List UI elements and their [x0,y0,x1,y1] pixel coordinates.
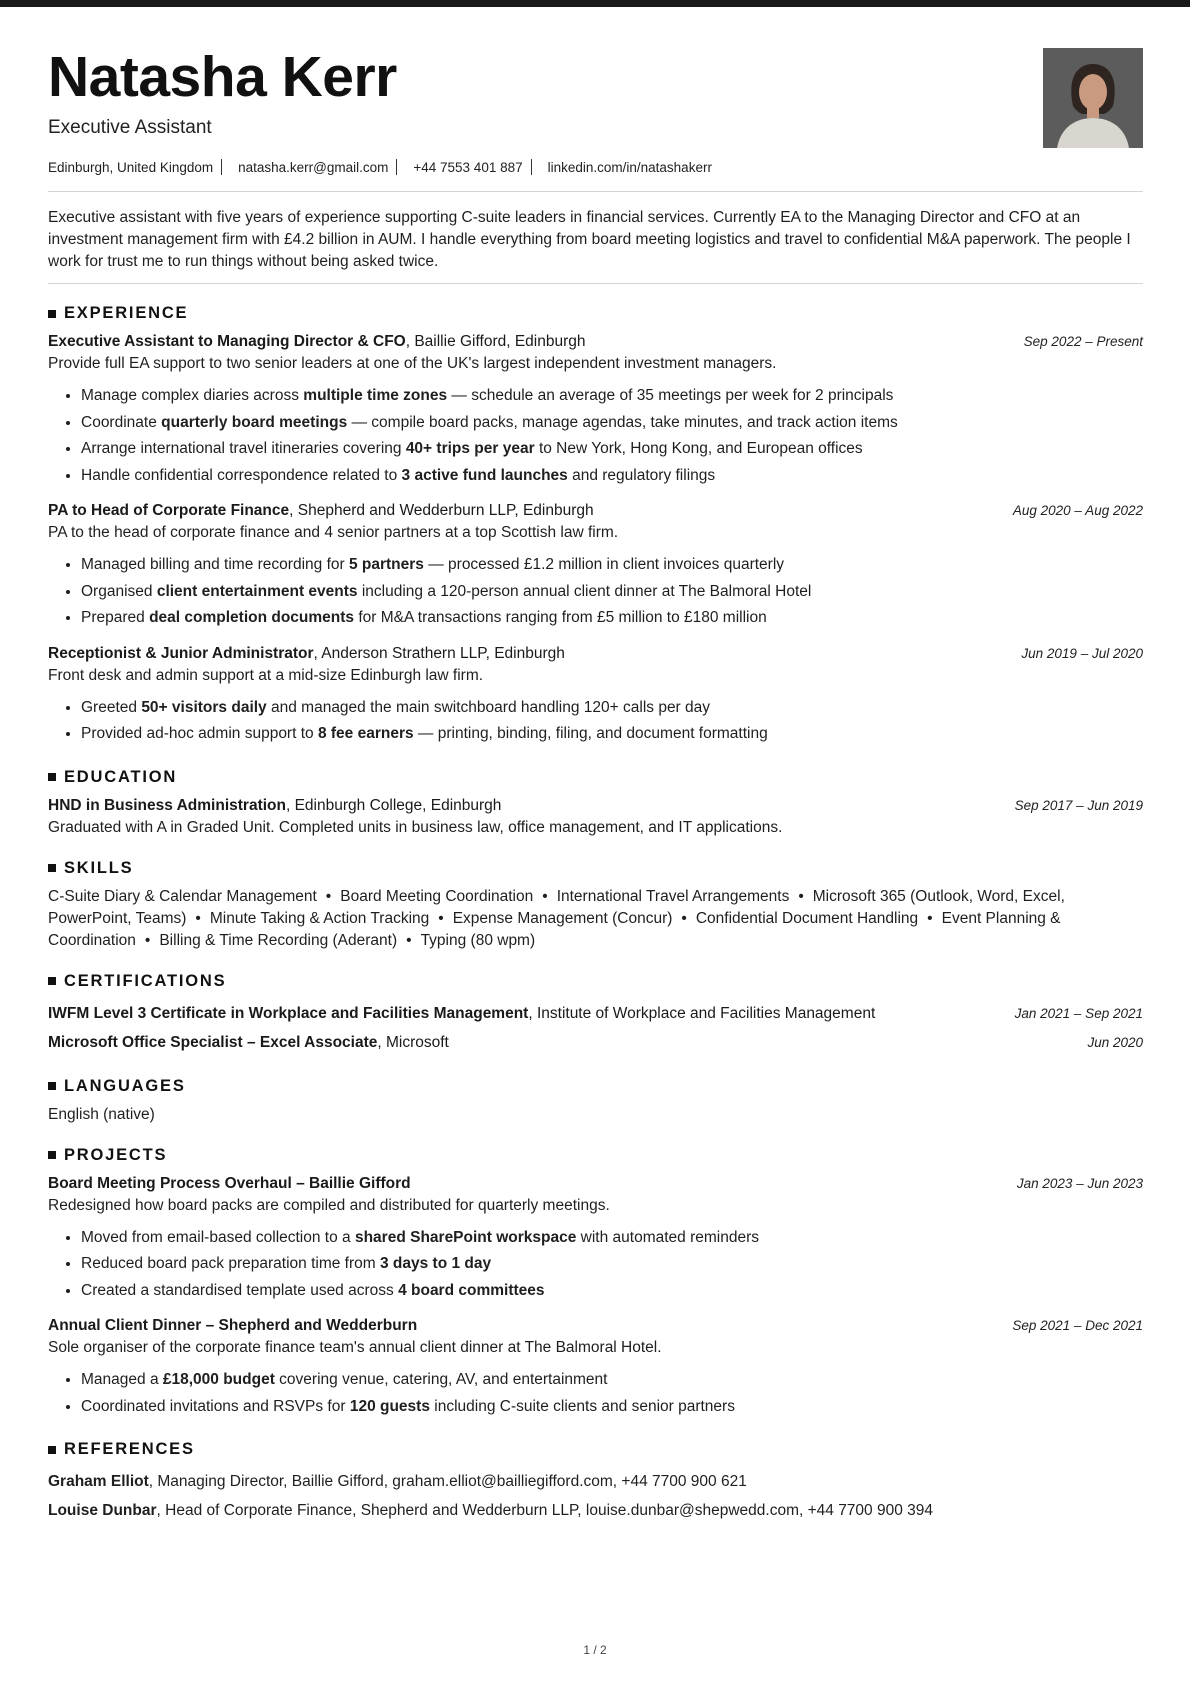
section-title-certifications [48,972,1143,991]
certification-org: , Microsoft [377,1033,449,1051]
certification-item [48,999,1143,1028]
bullet-item: • Greeted 50+ visitors daily and managed the main switchboard handling 120+ calls per day [81,695,1143,722]
reference-name: Louise Dunbar [48,1502,157,1519]
section-square-icon [48,864,56,872]
project-bullets [48,1367,1143,1420]
certification-item [48,1028,1143,1057]
candidate-role: Executive Assistant [48,117,212,138]
project-header [48,1173,1143,1195]
job-entry [48,331,1143,489]
education-org: , Edinburgh College, Edinburgh [285,796,502,814]
section-title-text: EDUCATION [64,767,178,786]
bullet-item: • Created a standardised template used across 4 board committees [81,1278,1143,1305]
education-header [48,795,1143,817]
job-date: Jun 2019 – Jul 2020 [1021,645,1143,661]
job-org: , Shepherd and Wedderburn LLP, Edinburgh [289,502,594,519]
profile-photo [1043,48,1143,148]
profile-photo-icon [1043,48,1143,148]
job-role: Executive Assistant to Managing Director & CFO [48,333,406,350]
header-divider [48,191,1143,192]
candidate-name: Natasha Kerr [48,45,397,109]
bullet-item: • Reduced board pack preparation time from 3 days to 1 day [81,1251,1143,1278]
job-role: Receptionist & Junior Administrator [48,644,314,662]
contact-divider [531,159,532,175]
job-entry [48,500,1143,632]
bullet-item: • Prepared deal completion documents for M&A transactions ranging from £5 million to £180 million [81,605,1143,632]
language-item: English (native) [48,1105,155,1123]
reference-item [48,1467,1143,1496]
skill-item: Confidential Document Handling [695,909,919,927]
skill-item: C-Suite Diary & Calendar Management [48,887,317,905]
bullet-item: • Handle confidential correspondence related to 3 active fund launches and regulatory filings [81,463,1143,490]
bullet-item: • Coordinate quarterly board meetings — compile board packs, manage agendas, take minutes, and track action items [81,410,1143,437]
section-title-education [48,768,1143,787]
section-square-icon [48,1082,56,1090]
section-square-icon [48,773,56,781]
certification-name: Microsoft Office Specialist – Excel Associate [48,1033,378,1051]
job-header [48,643,1143,665]
skill-item: Event Planning & Coordination [48,909,1061,949]
section-title-skills [48,859,1143,878]
job-description: Provide full EA support to two senior leaders at one of the UK's largest independent investment managers. [48,355,777,372]
job-description: Front desk and admin support at a mid-size Edinburgh law firm. [48,666,484,684]
job-entry [48,643,1143,748]
certification-date: Jan 2021 – Sep 2021 [1014,1005,1143,1021]
bullet-item: • Arrange international travel itineraries covering 40+ trips per year to New York, Hong Kong, and European offices [81,436,1143,463]
project-description: Redesigned how board packs are compiled and distributed for quarterly meetings. [48,1196,610,1214]
section-title-text: REFERENCES [64,1440,195,1458]
job-role: PA to Head of Corporate Finance [48,502,290,519]
contact-divider [396,159,397,175]
project-bullets [48,1225,1143,1305]
contact-line [48,159,712,175]
education-degree: HND in Business Administration [48,796,286,814]
section-title-text: EXPERIENCE [64,304,189,322]
summary-divider [48,283,1143,284]
skill-item: Billing & Time Recording (Aderant) [159,931,398,949]
section-square-icon [48,1446,56,1454]
top-accent-bar [0,0,1190,7]
skill-item: Expense Management (Concur) [452,909,673,927]
contact-divider [221,159,222,175]
job-header [48,331,1143,353]
job-org: , Anderson Strathern LLP, Edinburgh [313,644,565,662]
reference-item [48,1496,1143,1525]
contact-linkedin[interactable]: linkedin.com/in/natashakerr [547,160,712,175]
contact-location: Edinburgh, United Kingdom [48,160,214,175]
education-entry [48,795,1143,839]
project-name: Annual Client Dinner – Shepherd and Wedderburn [48,1317,418,1334]
certification-name: IWFM Level 3 Certificate in Workplace and Facilities Management [48,1004,529,1022]
bullet-item: • Managed a £18,000 budget covering venue, catering, AV, and entertainment [81,1367,1143,1394]
skill-item: Board Meeting Coordination [340,887,534,905]
job-bullets [48,695,1143,748]
job-bullets [48,383,1143,489]
certification-date: Jun 2020 [1087,1034,1143,1050]
project-entry [48,1315,1143,1420]
project-name: Board Meeting Process Overhaul – Baillie Gifford [48,1174,411,1192]
bullet-item: • Moved from email-based collection to a shared SharePoint workspace with automated reminders [81,1225,1143,1252]
contact-email[interactable]: natasha.kerr@gmail.com [238,160,389,175]
section-title-references [48,1440,1143,1459]
section-title-projects [48,1146,1143,1165]
job-header [48,500,1143,522]
reference-name: Graham Elliot [48,1473,149,1490]
skill-item: Microsoft 365 (Outlook, Word, Excel, PowerPoint, Teams) [48,887,1065,927]
section-title-text: PROJECTS [64,1145,168,1164]
bullet-item: • Provided ad-hoc admin support to 8 fee earners — printing, binding, filing, and document formatting [81,721,1143,748]
section-title-text: SKILLS [64,858,134,877]
project-date: Jan 2023 – Jun 2023 [1016,1175,1143,1191]
contact-phone[interactable]: +44 7553 401 887 [413,160,523,175]
project-date: Sep 2021 – Dec 2021 [1012,1318,1143,1333]
job-bullets [48,552,1143,632]
skill-item: International Travel Arrangements [556,887,790,905]
bullet-item: • Organised client entertainment events including a 120-person annual client dinner at The Balmoral Hotel [81,579,1143,606]
certification-org: , Institute of Workplace and Facilities Management [528,1004,876,1022]
bullet-item: • Managed billing and time recording for 5 partners — processed £1.2 million in client invoices quarterly [81,552,1143,579]
education-date: Sep 2017 – Jun 2019 [1014,797,1143,813]
project-entry [48,1173,1143,1305]
section-square-icon [48,1151,56,1159]
section-square-icon [48,977,56,985]
reference-detail: , Managing Director, Baillie Gifford, graham.elliot@bailliegifford.com, +44 7700 900 621 [148,1473,747,1490]
section-title-text: LANGUAGES [64,1076,186,1095]
skill-item: Minute Taking & Action Tracking [209,909,430,927]
section-square-icon [48,310,56,318]
job-description: PA to the head of corporate finance and 4 senior partners at a top Scottish law firm. [48,524,619,541]
job-date: Sep 2022 – Present [1023,334,1143,349]
project-header [48,1315,1143,1337]
section-title-experience [48,304,1143,323]
profile-summary: Executive assistant with five years of experience supporting C-suite leaders in financial services. Currently EA to the Managing Director and CFO at an investment management firm with £4.2 billion in AUM. I handle everything from board meeting logistics and travel to confidential M&A paperwork. The people I work for trust me to run things without being asked twice. [48,209,1131,270]
section-title-languages [48,1077,1143,1096]
education-description: Graduated with A in Graded Unit. Completed units in business law, office management, and IT applications. [48,818,783,836]
section-title-text: CERTIFICATIONS [64,971,227,990]
resume-page [48,7,1143,1525]
skills-list: C-Suite Diary & Calendar Management • Board Meeting Coordination • International Travel Arrangements • Microsoft 365 (Outlook, Word, Excel, PowerPoint, Teams) • Minute Taking & Action Tracking • Expense Management (Concur) • Confidential Document Handling • Event Planning & Coordination • Billing & Time Recording (Aderant) • Typing (80 wpm) [48,887,1065,949]
reference-detail: , Head of Corporate Finance, Shepherd and Wedderburn LLP, louise.dunbar@shepwedd.com, +44 7700 900 394 [156,1502,934,1519]
bullet-item: • Manage complex diaries across multiple time zones — schedule an average of 35 meetings per week for 2 principals [81,383,1143,410]
resume-header [48,7,1143,192]
project-description: Sole organiser of the corporate finance team's annual client dinner at The Balmoral Hotel. [48,1339,662,1356]
page-number: 1 / 2 [583,1643,607,1657]
skill-item: Typing (80 wpm) [420,931,536,949]
bullet-item: • Coordinated invitations and RSVPs for 120 guests including C-suite clients and senior partners [81,1394,1143,1421]
job-date: Aug 2020 – Aug 2022 [1012,503,1143,518]
job-org: , Baillie Gifford, Edinburgh [405,333,586,350]
